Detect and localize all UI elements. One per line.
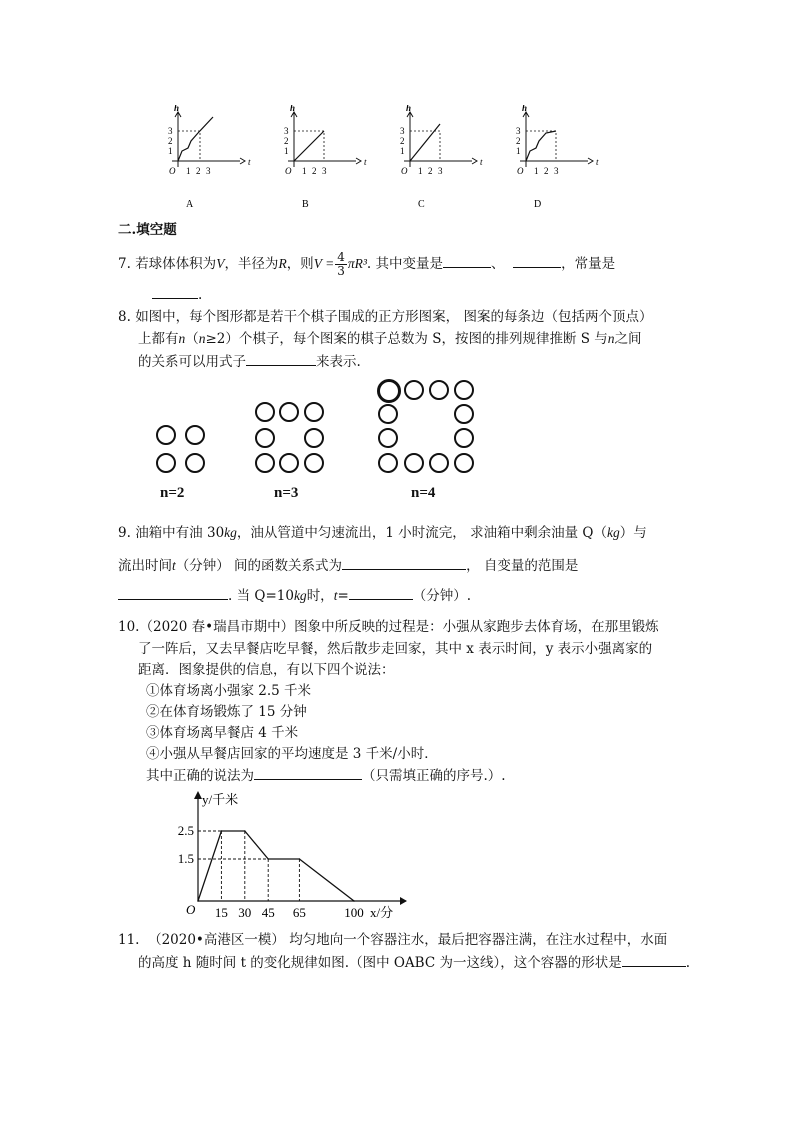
y-axis-label: y/千米: [202, 792, 239, 807]
chess-piece: [185, 453, 205, 473]
question-11-line2: 的高度 h 随时间 t 的变化规律如图.（图中 OABC 为一这线），这个容器的形状是 .: [138, 952, 690, 973]
chess-piece: [454, 380, 474, 400]
question-8-line3: 的关系可以用式子 来表示.: [138, 351, 361, 372]
question-8-line1: 8. 如图中，每个图形都是若干个棋子围成的正方形图案， 图案的每条边（包括两个顶点）: [118, 309, 653, 325]
chess-piece: [429, 380, 449, 400]
chess-piece: [404, 380, 424, 400]
x-tick: 3: [206, 166, 211, 176]
chess-piece: [304, 428, 324, 448]
x-tick: 1: [418, 166, 423, 176]
chess-piece: [404, 453, 424, 473]
y-tick: 1: [168, 146, 173, 156]
chess-piece: [377, 379, 401, 403]
y-arrow: [194, 791, 202, 799]
option-label-B: B: [302, 199, 309, 210]
x-arrow: [400, 897, 407, 905]
x-tick: 1: [302, 166, 307, 176]
option-label-D: D: [534, 199, 542, 210]
x-tick: 3: [322, 166, 327, 176]
x-tick: 2: [428, 166, 433, 176]
blank-9b[interactable]: [118, 585, 228, 600]
question-9-line3: . 当 Q=10kg时，t= （分钟）.: [118, 585, 471, 606]
origin-label: O: [169, 166, 176, 176]
data-point: [299, 858, 301, 860]
y-tick: 2: [168, 136, 173, 146]
chess-piece: [156, 453, 176, 473]
chess-piece: [378, 453, 398, 473]
data-point: [267, 858, 269, 860]
chess-piece: [255, 453, 275, 473]
x-tick: 1: [186, 166, 191, 176]
data-point: [244, 830, 246, 832]
chess-patterns: [0, 0, 794, 520]
h-label: h: [406, 105, 412, 113]
section-title: 二.填空题: [118, 222, 177, 238]
x-tick: 3: [438, 166, 443, 176]
x-tick: 1: [534, 166, 539, 176]
chess-piece: [255, 402, 275, 422]
y-tick: 1: [400, 146, 405, 156]
t-label: t: [596, 157, 599, 167]
label-n2: n=2: [160, 485, 185, 501]
x-axis-label: x/分: [370, 905, 394, 920]
chess-piece: [429, 453, 449, 473]
label-n4: n=4: [411, 485, 436, 501]
chess-piece: [304, 453, 324, 473]
question-10-line3: 距离．图象提供的信息，有以下四个说法：: [138, 662, 395, 678]
option-label-C: C: [418, 199, 425, 210]
h-label: h: [174, 105, 180, 113]
data-point: [353, 900, 355, 902]
fraction: $\frac{4}{3}$: [337, 250, 345, 278]
x-tick-label: 100: [344, 905, 364, 920]
origin-label: O: [401, 166, 408, 176]
x-tick: 2: [196, 166, 201, 176]
chess-piece: [255, 428, 275, 448]
blank-9c[interactable]: [349, 585, 413, 600]
question-7-line2: .: [152, 284, 202, 305]
y-tick: 3: [168, 126, 173, 136]
x-tick: 2: [544, 166, 549, 176]
question-8-line2: 上都有n（n≥2）个棋子，每个图案的棋子总数为 S，按图的排列规律推断 S 与n之间: [138, 331, 642, 347]
question-9-line2: 流出时间t（分钟） 间的函数关系式为 ， 自变量的范围是: [118, 555, 578, 576]
origin-label: O: [285, 166, 292, 176]
blank-11[interactable]: [622, 952, 686, 967]
chess-piece: [378, 404, 398, 424]
x-tick-label: 30: [238, 905, 252, 920]
origin-label: O: [186, 902, 196, 917]
y-tick: 3: [284, 126, 289, 136]
y-tick: 3: [400, 126, 405, 136]
x-tick-label: 65: [292, 905, 306, 920]
y-tick: 1: [284, 146, 289, 156]
x-tick: 2: [312, 166, 317, 176]
t-label: t: [364, 157, 367, 167]
question-11-line1: 11. （2020•高港区一模） 均匀地向一个容器注水，最后把容器注满，在注水过程中，水面: [118, 932, 668, 948]
statement-2: ②在体育场锻炼了 15 分钟: [146, 704, 307, 720]
label-n3: n=3: [274, 485, 299, 501]
y-tick: 1: [516, 146, 521, 156]
y-tick: 2: [284, 136, 289, 146]
chess-piece: [304, 402, 324, 422]
chess-piece: [279, 402, 299, 422]
option-label-A: A: [186, 199, 194, 210]
data-point: [197, 900, 199, 902]
question-10-answer-line: 其中正确的说法为 （只需填正确的序号.）.: [146, 765, 506, 786]
question-9-line1: 9. 油箱中有油 30kg，油从管道中匀速流出，1 小时流完， 求油箱中剩余油量 Q（kg）与: [118, 525, 647, 541]
distance-time-chart: [160, 788, 420, 923]
chess-piece: [454, 428, 474, 448]
statement-1: ①体育场离小强家 2.5 千米: [146, 683, 312, 699]
t-label: t: [480, 157, 483, 167]
chess-piece: [185, 425, 205, 445]
h-label: h: [290, 105, 296, 113]
blank-9a[interactable]: [342, 555, 466, 570]
question-10-line2: 了一阵后，又去早餐店吃早餐，然后散步走回家，其中 x 表示时间，y 表示小强离家的: [138, 641, 653, 657]
t-label: t: [248, 157, 251, 167]
x-tick: 3: [554, 166, 559, 176]
x-tick-label: 45: [261, 905, 275, 920]
origin-label: O: [517, 166, 524, 176]
blank-10[interactable]: [254, 765, 362, 780]
question-7: 7. 若球体体积为V，半径为R，则V = $\frac{4}{3}$ πR³. 其中变量是 、 ，常量是: [118, 250, 616, 278]
chess-piece: [156, 425, 176, 445]
statement-3: ③体育场离早餐店 4 千米: [146, 725, 299, 741]
chess-piece: [454, 453, 474, 473]
statement-4: ④小强从早餐店回家的平均速度是 3 千米/小时．: [146, 746, 438, 762]
chess-piece: [279, 453, 299, 473]
chess-piece: [378, 428, 398, 448]
y-tick: 3: [516, 126, 521, 136]
y-tick-label: 2.5: [177, 823, 194, 838]
chess-piece: [454, 404, 474, 424]
x-tick-label: 15: [214, 905, 228, 920]
data-point: [221, 830, 223, 832]
y-tick: 2: [516, 136, 521, 146]
y-tick-label: 1.5: [177, 851, 194, 866]
h-label: h: [522, 105, 528, 113]
question-10-line1: 10.（2020 春•瑞昌市期中）图象中所反映的过程是：小强从家跑步去体育场，在那里锻炼: [118, 619, 659, 635]
y-tick: 2: [400, 136, 405, 146]
